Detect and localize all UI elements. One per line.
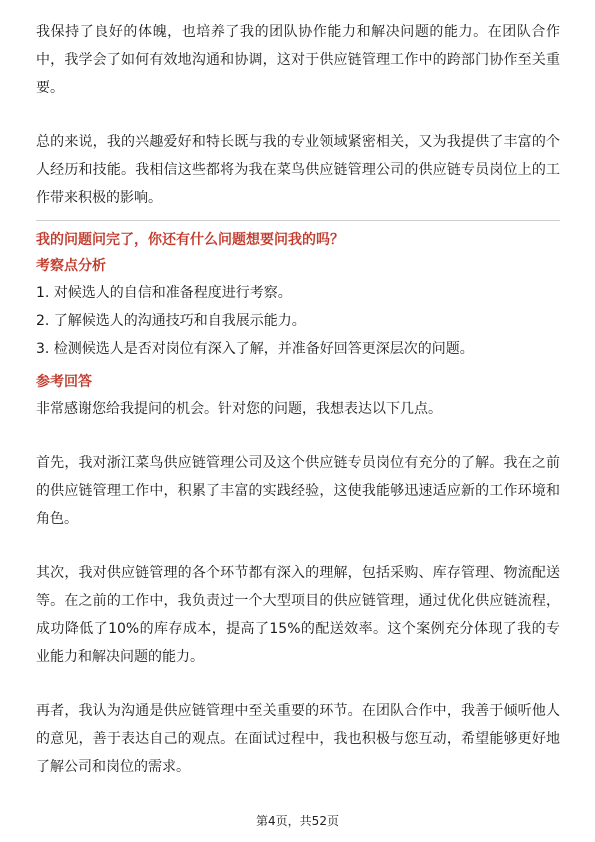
- analysis-item-2: 2. 了解候选人的沟通技巧和自我展示能力。: [36, 313, 306, 329]
- answer-heading: 参考回答: [36, 374, 92, 390]
- page-number: 第4页，共52页: [256, 814, 339, 828]
- analysis-item-1: 1. 对候选人的自信和准备程度进行考察。: [36, 285, 292, 301]
- analysis-heading: 考察点分析: [36, 258, 106, 274]
- section-divider: [36, 220, 560, 221]
- analysis-item-3: 3. 检测候选人是否对岗位有深入了解，并准备好回答更深层次的问题。: [36, 341, 474, 357]
- intro-paragraph-2: 总的来说，我的兴趣爱好和特长既与我的专业领域紧密相关，又为我提供了丰富的个人经历和技能。我相信这些都将为我在菜鸟供应链管理公司的供应链专员岗位上的工作带来积极的影响。: [36, 134, 560, 206]
- answer-paragraph-1: 非常感谢您给我提问的机会。针对您的问题，我想表达以下几点。: [36, 401, 442, 417]
- answer-paragraph-2: 首先，我对浙江菜鸟供应链管理公司及这个供应链专员岗位有充分的了解。我在之前的供应链管理工作中，积累了丰富的实践经验，这使我能够迅速适应新的工作环境和角色。: [36, 455, 560, 527]
- answer-paragraph-3: 其次，我对供应链管理的各个环节都有深入的理解，包括采购、库存管理、物流配送等。在之前的工作中，我负责过一个大型项目的供应链管理，通过优化供应链流程，成功降低了10%的库存成本，提高了15%的配送效率。这个案例充分体现了我的专业能力和解决问题的能力。: [36, 565, 560, 665]
- interview-question: 我的问题问完了，你还有什么问题想要问我的吗？: [36, 232, 344, 248]
- answer-paragraph-4: 再者，我认为沟通是供应链管理中至关重要的环节。在团队合作中，我善于倾听他人的意见，善于表达自己的观点。在面试过程中，我也积极与您互动，希望能够更好地了解公司和岗位的需求。: [36, 703, 560, 775]
- document-page: [36, 18, 560, 781]
- intro-paragraph-1: 我保持了良好的体魄，也培养了我的团队协作能力和解决问题的能力。在团队合作中，我学会了如何有效地沟通和协调，这对于供应链管理工作中的跨部门协作至关重要。: [36, 24, 560, 96]
